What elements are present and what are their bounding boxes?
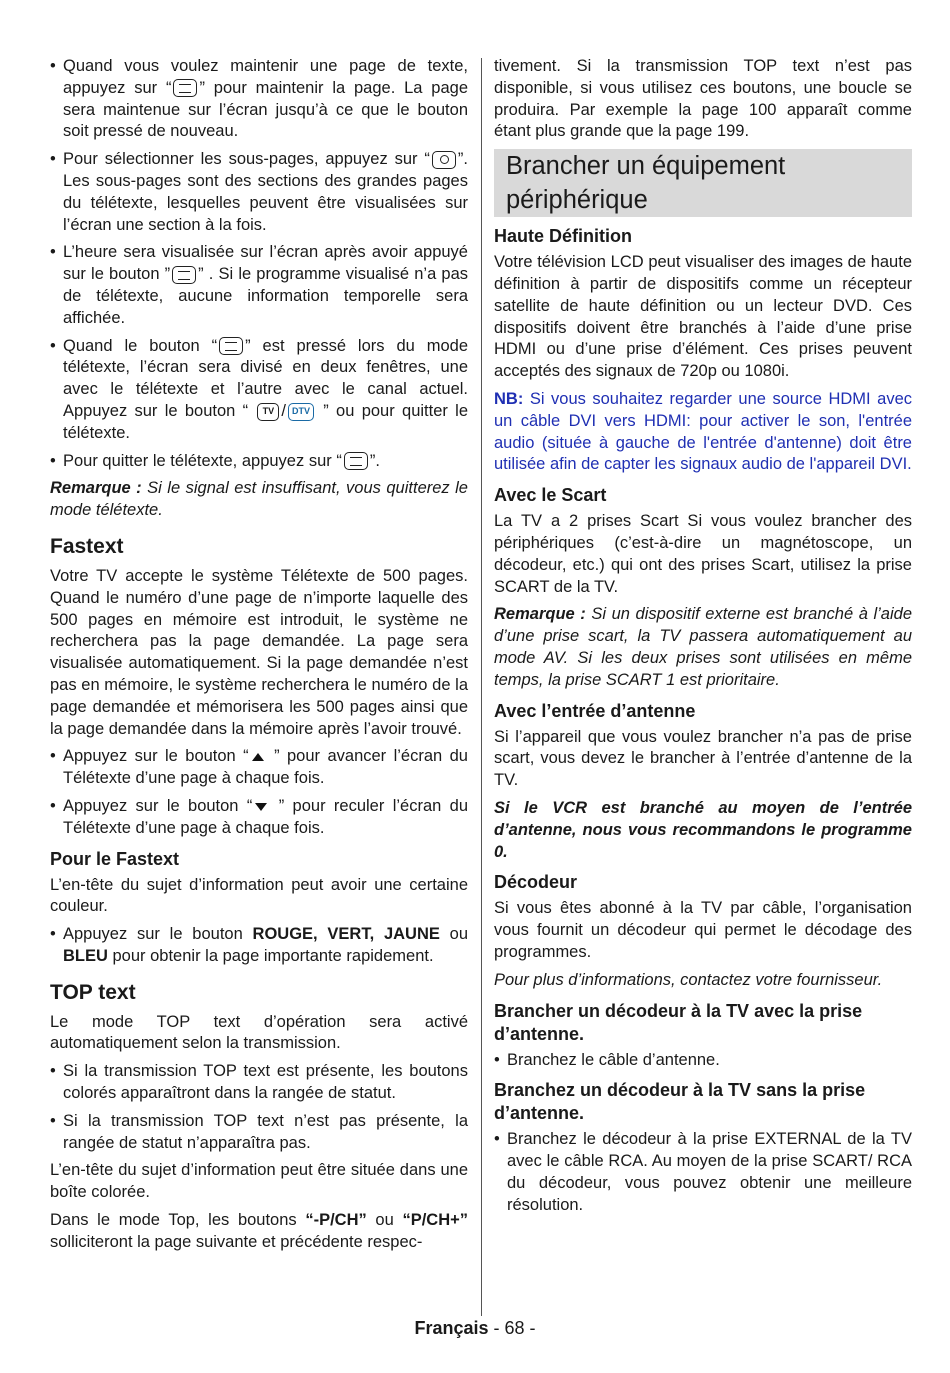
heading-antenne: Avec l’entrée d’antenne xyxy=(494,700,696,721)
list-item: • Branchez le câble d’antenne. xyxy=(494,1050,720,1069)
list-item: • Si la transmission TOP text n’est pas présente, la rangée de statut n’apparaîtra pas. xyxy=(50,1111,468,1152)
hold-icon xyxy=(173,79,197,97)
paragraph: Votre TV accepte le système Télétexte de 500 pages. Quand le numéro d’une page de n’importe laquelle des 500 pages en mémoire est introduit, le système ne recherchera pas la page demandée. La page sera visualisée automatiquement. Si la page demandée n’est pas en mémoire, le système recherchera le numéro de la page demandée et mémorisera les 500 pages ainsi que la page demandée dans la mémoire après l’avoir trouvé. xyxy=(50,566,468,738)
paragraph: Si vous êtes abonné à la TV par câble, l’organisation vous fournit un décodeur qui permet le décodage des programmes. xyxy=(494,899,912,961)
paragraph: Le mode TOP text d’opération sera activé automatiquement selon la transmission. xyxy=(50,1012,468,1053)
list-item: • Pour sélectionner les sous-pages, appuyez sur “ ”. Les sous-pages sont des sections des grandes pages du télétexte, lesquelles peuvent être visualisées sur l’écran une section à la fois. xyxy=(50,150,468,234)
section-banner: Brancher un équipement périphérique xyxy=(494,149,912,217)
page-footer xyxy=(0,1318,950,1339)
list-item: • Appuyez sur le bouton “ ” pour reculer l’écran du Télétexte d’une page à chaque fois. xyxy=(50,796,468,837)
note: Remarque : Si un dispositif externe est branché à l’aide d’une prise scart, la TV passera automatiquement au mode AV. Si les deux prises sont utilisées en même temps, la prise SCART 1 est prioritaire. xyxy=(494,605,912,689)
note: Remarque : Si le signal est insuffisant, vous quitterez le mode télétexte. xyxy=(50,479,468,520)
paragraph: Votre télévision LCD peut visualiser des images de haute définition à partir de dispositifs comme un récepteur satellite de haute définition ou un lecteur DVD. Ces dispositifs doivent être branchés à l’aide d’une prise HDMI ou d’une prise d’élément. Ces prises peuvent acceptés des signaux de 720p ou 1080i. xyxy=(494,253,912,381)
page-number: - 68 - xyxy=(488,1318,536,1338)
dtv-icon: DTV xyxy=(288,403,314,421)
list-item: • Si la transmission TOP text est présente, les boutons colorés apparaîtront dans la rangée de statut. xyxy=(50,1062,468,1103)
list-item: • Appuyez sur le bouton ROUGE, VERT, JAUNE ou BLEU pour obtenir la page importante rapidement. xyxy=(50,925,469,965)
arrow-down-icon xyxy=(255,803,267,811)
right-column xyxy=(494,56,912,1222)
nb-note: NB: Si vous souhaitez regarder une source HDMI avec un câble DVI vers HDMI: pour activer le son, l'entrée audio (située à gauche de l'entrée d'antenne) doit être utilisée afin de capter les signaux audio de l'appareil DVI. xyxy=(494,389,912,474)
list-item: • Pour quitter le télétexte, appuyez sur “ ”. xyxy=(50,451,380,470)
list-item: • Quand vous voulez maintenir une page de texte, appuyez sur “ ” pour maintenir la page. La page sera maintenue sur l’écran jusqu’à ce que le bouton soit pressé de nouveau. xyxy=(50,57,469,141)
left-column xyxy=(50,56,468,1260)
paragraph: L’en-tête du sujet d’information peut être située dans une boîte colorée. xyxy=(50,1161,468,1202)
list-item: • Appuyez sur le bouton “ ” pour avancer l’écran du Télétexte d’une page à chaque fois. xyxy=(50,747,468,788)
list-item: • Branchez le décodeur à la prise EXTERNAL de la TV avec le câble RCA. Au moyen de la prise SCART/ RCA du décodeur, vous pouvez obtenir une meilleure résolution. xyxy=(494,1130,912,1214)
mix-icon xyxy=(219,337,243,355)
heading-decodeur-sans-antenne: Branchez un décodeur à la TV sans la prise d’antenne. xyxy=(494,1080,866,1124)
note: Pour plus d’informations, contactez votre fournisseur. xyxy=(494,970,883,989)
paragraph: Dans le mode Top, les boutons “-P/CH” ou “P/CH+” solliciteront la page suivante et précédente respec- xyxy=(50,1211,468,1251)
list-item: • L’heure sera visualisée sur l’écran après avoir appuyé sur le bouton ” ” . Si le programme visualisé n’a pas de télétexte, aucune information temporelle sera affichée. xyxy=(50,243,468,327)
list-item: • Quand le bouton “ ” est pressé lors du mode télétexte, l’écran sera divisé en deux fenêtres, une avec le télétexte et l’autre avec le canal actuel. Appuyez sur le bouton “ TV / DTV ” ou pour quitter le télétexte. xyxy=(50,336,469,442)
heading-decodeur-antenne: Brancher un décodeur à la TV avec la prise d’antenne. xyxy=(494,1000,863,1044)
heading-top-text: TOP text xyxy=(50,980,136,1004)
teletext-icon xyxy=(344,452,368,470)
time-icon xyxy=(172,266,196,284)
subpage-icon xyxy=(432,151,456,169)
heading-haute-definition: Haute Définition xyxy=(494,226,632,247)
tv-icon: TV xyxy=(257,403,279,421)
paragraph: La TV a 2 prises Scart Si vous voulez brancher des périphériques (c’est-à-dire un magnétoscope, un décodeur, etc.) qui ont des prises Scart, utilisez la prise SCART de la TV. xyxy=(494,512,912,596)
paragraph: Si l’appareil que vous voulez brancher n’a pas de prise scart, vous devez le brancher à l’entrée d’antenne de la TV. xyxy=(494,727,912,790)
paragraph: tivement. Si la transmission TOP text n’est pas disponible, si vous utilisez ces boutons, une boucle se produira. Par exemple la page 100 apparaît comme étant plus grande que la page 199. xyxy=(494,57,912,141)
heading-scart: Avec le Scart xyxy=(494,485,607,506)
arrow-up-icon xyxy=(252,753,264,761)
footer-language: Français xyxy=(414,1318,489,1338)
heading-pour-fastext: Pour le Fastext xyxy=(50,848,180,869)
paragraph: L’en-tête du sujet d’information peut avoir une certaine couleur. xyxy=(50,875,468,916)
heading-fastext: Fastext xyxy=(50,534,124,558)
column-divider xyxy=(481,58,482,1316)
warning-note: Si le VCR est branché au moyen de l’entrée d’antenne, nous vous recommandons le programme 0. xyxy=(494,798,912,861)
heading-decodeur: Décodeur xyxy=(494,872,578,893)
